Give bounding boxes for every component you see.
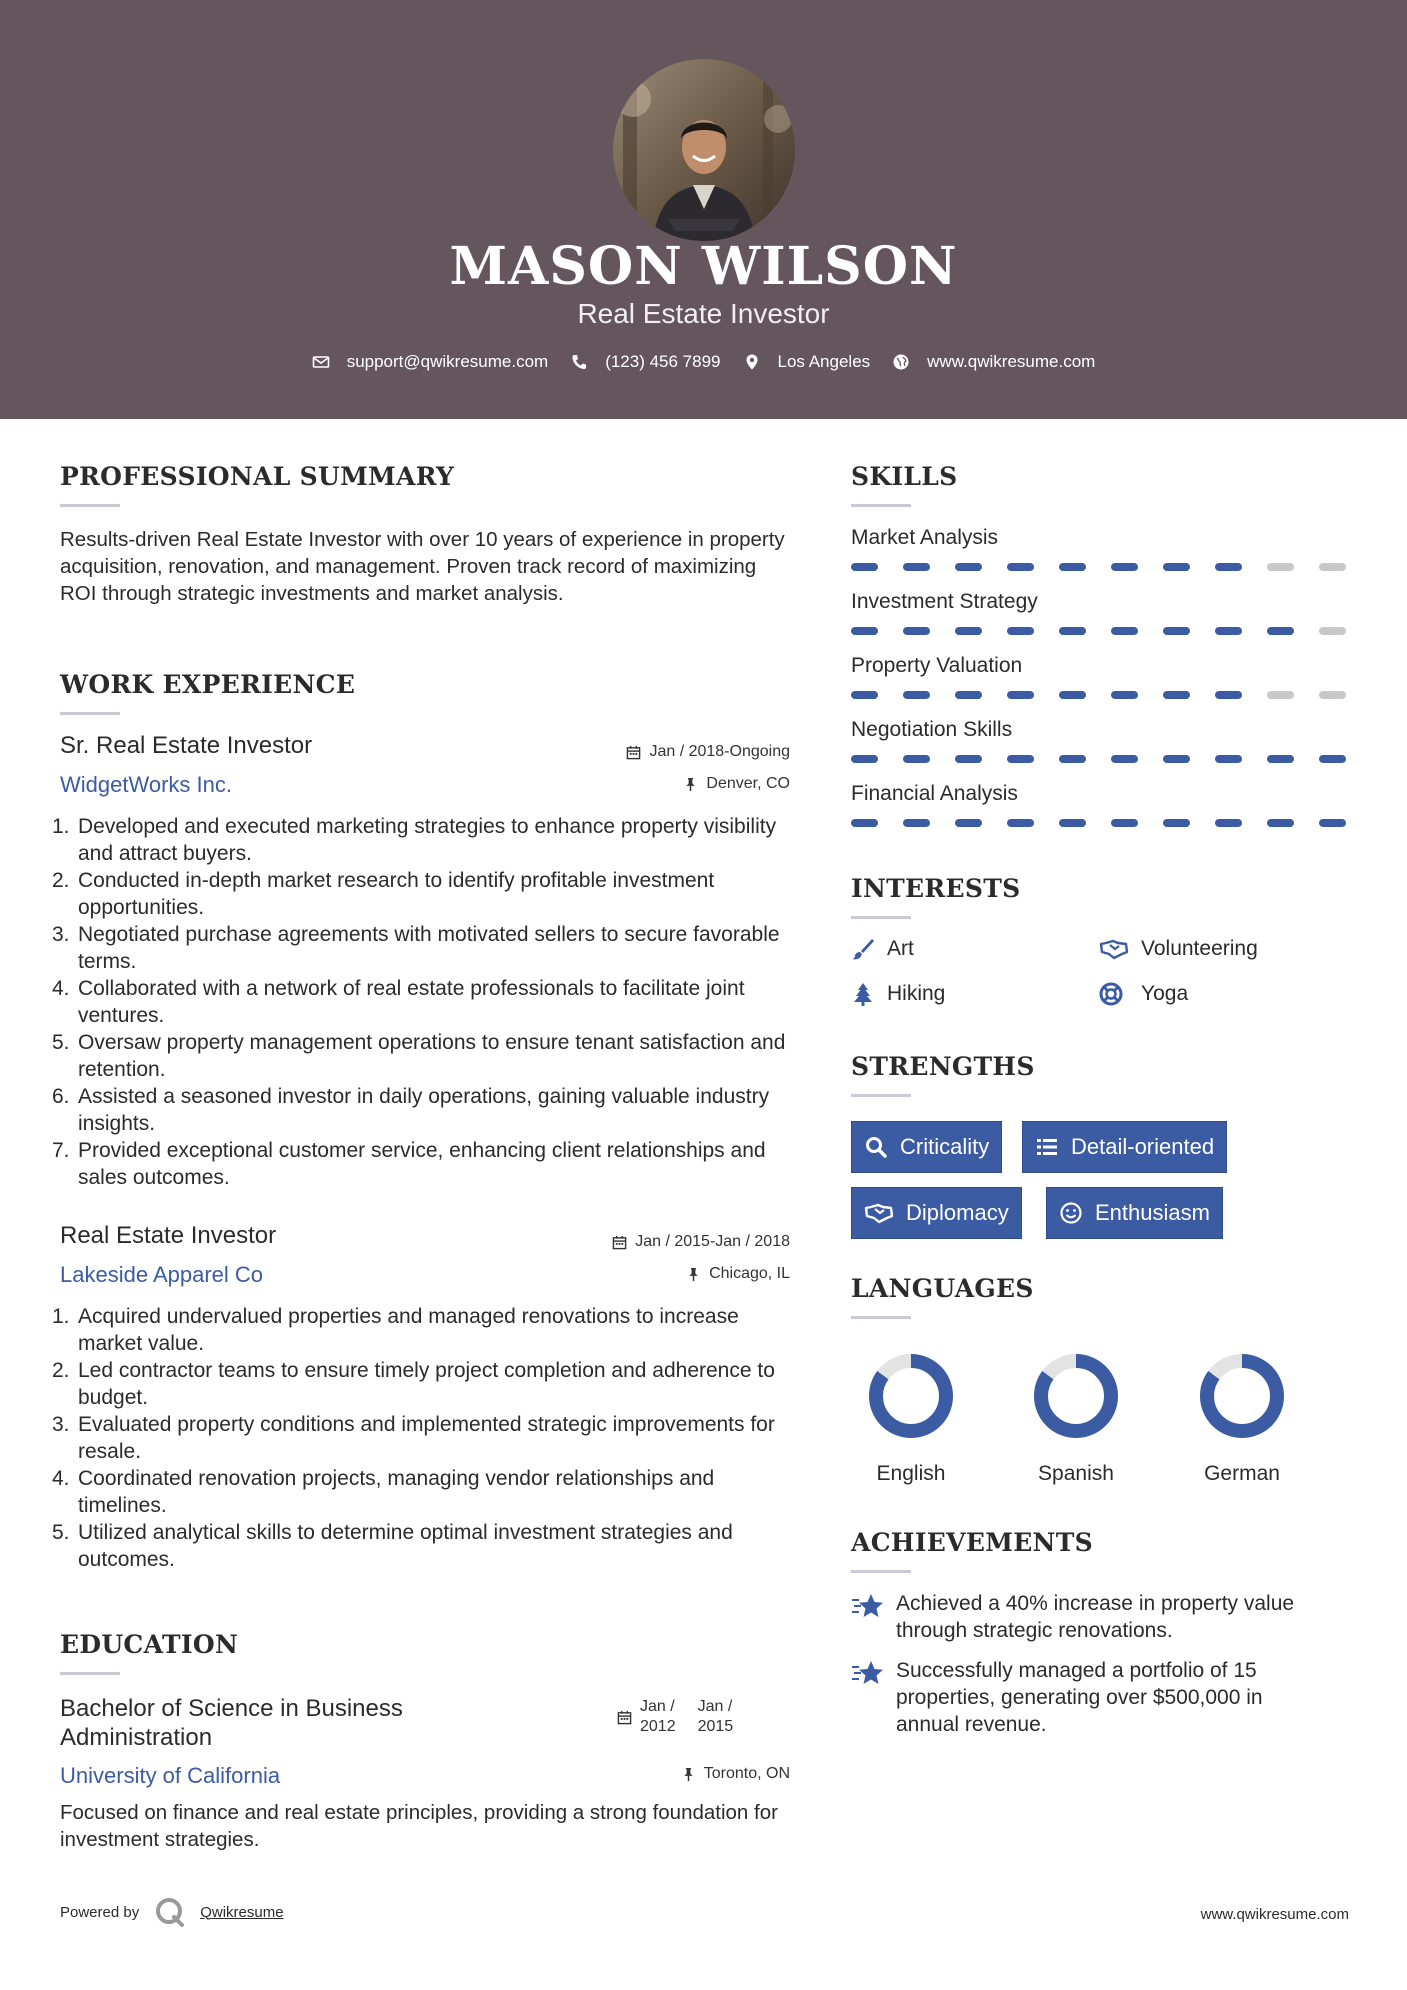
section-divider <box>851 1570 911 1573</box>
education-start: Jan / 2012 <box>640 1698 676 1735</box>
list-item: 2. Led contractor teams to ensure timely project completion and adherence to budget. <box>52 1359 775 1409</box>
handshake-icon <box>1099 937 1129 961</box>
skill-dot-filled <box>1163 627 1190 635</box>
list-item: 2. Conducted in-depth market research to identify profitable investment opportunities. <box>52 869 715 919</box>
skill-level-bar <box>851 563 1346 571</box>
skill-dot-filled <box>1111 691 1138 699</box>
qwikresume-link[interactable]: Qwikresume <box>200 1903 284 1921</box>
skill-dot-filled <box>955 819 982 827</box>
smile-icon <box>1059 1201 1083 1225</box>
calendar-icon <box>612 1235 627 1250</box>
achievement-item: Achieved a 40% increase in property value through strategic renovations. <box>851 1590 1361 1644</box>
list-item: 1. Acquired undervalued properties and managed renovations to increase market value. <box>52 1305 739 1355</box>
globe-icon <box>892 353 910 371</box>
list-item: 3. Negotiated purchase agreements with motivated sellers to secure favorable terms. <box>52 923 780 973</box>
skill-dot-filled <box>1111 627 1138 635</box>
skill-dot-filled <box>851 691 878 699</box>
strengths-heading: STRENGTHS <box>851 1052 1035 1081</box>
paint-brush-icon <box>851 937 875 961</box>
candidate-role: Real Estate Investor <box>577 298 830 329</box>
contact-location <box>743 352 871 372</box>
job-duties-list <box>52 1303 798 1573</box>
skill-dot-filled <box>903 563 930 571</box>
search-icon <box>864 1135 888 1159</box>
envelope-icon <box>312 353 330 371</box>
powered-by-label: Powered by <box>60 1903 140 1921</box>
summary-text: Results-driven Real Estate Investor with over 10 years of experience in property acquisition, renovation, and management. Proven track record of maximizing ROI through strategic investments and market analysis. <box>60 528 785 605</box>
strength-chip: Detail-oriented <box>1022 1121 1227 1173</box>
list-item: 5. Oversaw property management operations to ensure tenant satisfaction and retention. <box>52 1031 786 1081</box>
list-icon <box>1035 1135 1059 1159</box>
profile-photo <box>613 59 795 241</box>
contact-email-text: support@qwikresume.com <box>346 352 549 371</box>
job-title: Real Estate Investor <box>60 1222 277 1249</box>
interest-volunteering: Volunteering <box>1099 937 1258 961</box>
skill-dot-filled <box>1007 819 1034 827</box>
skill-dot-filled <box>851 755 878 763</box>
skill-dot-filled <box>1007 627 1034 635</box>
star-icon <box>851 1590 885 1624</box>
contact-website[interactable] <box>892 352 1095 372</box>
experience-heading: WORK EXPERIENCE <box>60 670 356 699</box>
job-dates <box>626 743 790 761</box>
strength-chip: Enthusiasm <box>1046 1187 1223 1239</box>
skill-dot-filled <box>1163 819 1190 827</box>
skill-dot-filled <box>1059 627 1086 635</box>
interests-heading: INTERESTS <box>851 874 1021 903</box>
skill-dot-filled <box>903 691 930 699</box>
skill-dot-filled <box>1267 755 1294 763</box>
degree-title: Bachelor of Science in Business Administration <box>60 1695 403 1751</box>
list-item: 7. Provided exceptional customer service, enhancing client relationships and sales outcomes. <box>52 1139 766 1189</box>
contact-location-text: Los Angeles <box>777 352 871 371</box>
list-item: 5. Utilized analytical skills to determine optimal investment strategies and outcomes. <box>52 1521 733 1571</box>
contact-bar <box>0 352 1407 372</box>
language-level-ring <box>1198 1352 1286 1440</box>
list-item: 6. Assisted a seasoned investor in daily operations, gaining valuable industry insights. <box>52 1085 770 1135</box>
summary-heading: PROFESSIONAL SUMMARY <box>60 462 455 491</box>
education-location-text: Toronto, ON <box>703 1765 790 1782</box>
skill-dot-empty <box>1267 691 1294 699</box>
skill-dot-empty <box>1319 627 1346 635</box>
contact-phone[interactable] <box>570 352 720 372</box>
job-dates-text: Jan / 2018-Ongoing <box>649 743 790 760</box>
skill-dot-filled <box>903 819 930 827</box>
contact-website-text: www.qwikresume.com <box>927 352 1096 371</box>
section-divider <box>60 1672 120 1675</box>
qwikresume-logo-icon <box>154 1896 186 1928</box>
skill-dot-empty <box>1319 563 1346 571</box>
job-dates-text: Jan / 2015-Jan / 2018 <box>635 1233 790 1250</box>
skill-dot-filled <box>851 563 878 571</box>
skill-dot-filled <box>1163 691 1190 699</box>
skill-dot-filled <box>1163 755 1190 763</box>
skill-name: Financial Analysis <box>851 782 1018 805</box>
skill-dot-filled <box>1215 755 1242 763</box>
job-location <box>686 1265 790 1283</box>
job-duties-list <box>52 813 798 1191</box>
company-name: Lakeside Apparel Co <box>60 1262 264 1287</box>
life-ring-icon <box>1099 982 1129 1006</box>
achievements-heading: ACHIEVEMENTS <box>851 1528 1093 1557</box>
resume-header <box>0 0 1407 419</box>
skill-name: Negotiation Skills <box>851 718 1013 741</box>
contact-email[interactable] <box>312 352 549 372</box>
skill-dot-filled <box>955 627 982 635</box>
phone-icon <box>570 353 588 371</box>
strength-chip: Diplomacy <box>851 1187 1022 1239</box>
skill-dot-filled <box>1059 755 1086 763</box>
skill-level-bar <box>851 691 1346 699</box>
education-end: Jan / 2015 <box>697 1698 734 1735</box>
skill-dot-filled <box>1007 691 1034 699</box>
pushpin-icon <box>683 777 698 792</box>
education-dates <box>617 1697 733 1737</box>
interest-hiking: Hiking <box>851 982 945 1006</box>
list-item: 4. Coordinated renovation projects, managing vendor relationships and timelines. <box>52 1467 715 1517</box>
job-location-text: Denver, CO <box>706 775 790 792</box>
skill-dot-filled <box>851 819 878 827</box>
skill-dot-filled <box>955 691 982 699</box>
skill-dot-filled <box>851 627 878 635</box>
skill-name: Property Valuation <box>851 654 1023 677</box>
education-description: Focused on finance and real estate principles, providing a strong foundation for investment strategies. <box>60 1801 778 1851</box>
skill-dot-filled <box>955 563 982 571</box>
candidate-name: MASON WILSON <box>449 236 958 297</box>
pushpin-icon <box>686 1267 701 1282</box>
skill-dot-filled <box>955 755 982 763</box>
skill-dot-filled <box>1163 563 1190 571</box>
skill-dot-filled <box>1059 691 1086 699</box>
section-divider <box>851 916 911 919</box>
job-dates <box>612 1233 790 1251</box>
section-divider <box>851 504 911 507</box>
skill-dot-filled <box>1215 819 1242 827</box>
skill-dot-filled <box>1111 755 1138 763</box>
company-name: WidgetWorks Inc. <box>60 772 232 797</box>
skill-dot-filled <box>1267 627 1294 635</box>
language-level-ring <box>1032 1352 1120 1440</box>
skill-level-bar <box>851 819 1346 827</box>
skill-dot-filled <box>1215 563 1242 571</box>
skill-dot-filled <box>1215 627 1242 635</box>
list-item: 4. Collaborated with a network of real estate professionals to facilitate joint ventures. <box>52 977 745 1027</box>
map-marker-icon <box>743 353 761 371</box>
language-item <box>1011 1352 1141 1486</box>
star-icon <box>851 1657 885 1691</box>
skill-level-bar <box>851 755 1346 763</box>
section-divider <box>851 1094 911 1097</box>
calendar-icon <box>617 1710 632 1725</box>
section-divider <box>60 504 120 507</box>
footer-powered-by <box>60 1896 284 1928</box>
skill-dot-empty <box>1319 691 1346 699</box>
skill-dot-filled <box>1059 819 1086 827</box>
tree-icon <box>851 982 875 1006</box>
job-location-text: Chicago, IL <box>709 1265 790 1282</box>
language-name: Spanish <box>1038 1462 1114 1485</box>
interest-art: Art <box>851 937 914 961</box>
languages-heading: LANGUAGES <box>851 1274 1034 1303</box>
skill-dot-filled <box>1319 819 1346 827</box>
skill-dot-filled <box>903 627 930 635</box>
skill-name: Market Analysis <box>851 526 999 549</box>
skill-dot-filled <box>1111 819 1138 827</box>
language-name: German <box>1204 1462 1280 1485</box>
list-item: 1. Developed and executed marketing strategies to enhance property visibility and attract buyers. <box>52 815 777 865</box>
pushpin-icon <box>681 1767 696 1782</box>
achievement-item: Successfully managed a portfolio of 15 properties, generating over $500,000 in annual revenue. <box>851 1657 1361 1738</box>
job-location <box>683 775 790 793</box>
footer-url[interactable]: www.qwikresume.com <box>1200 1906 1349 1923</box>
language-item <box>846 1352 976 1486</box>
skill-dot-filled <box>1111 563 1138 571</box>
skill-level-bar <box>851 627 1346 635</box>
skill-dot-filled <box>1319 755 1346 763</box>
calendar-icon <box>626 745 641 760</box>
language-name: English <box>876 1462 946 1485</box>
skill-dot-filled <box>1215 691 1242 699</box>
list-item: 3. Evaluated property conditions and implemented strategic improvements for resale. <box>52 1413 775 1463</box>
language-item <box>1177 1352 1307 1486</box>
language-level-ring <box>867 1352 955 1440</box>
handshake-icon <box>864 1201 894 1225</box>
section-divider <box>60 712 120 715</box>
skill-dot-filled <box>1007 563 1034 571</box>
job-title: Sr. Real Estate Investor <box>60 732 313 759</box>
skill-dot-empty <box>1267 563 1294 571</box>
strength-chip: Criticality <box>851 1121 1002 1173</box>
skill-dot-filled <box>903 755 930 763</box>
skill-dot-filled <box>1007 755 1034 763</box>
skills-heading: SKILLS <box>851 462 958 491</box>
interest-yoga: Yoga <box>1099 982 1188 1006</box>
skill-dot-filled <box>1267 819 1294 827</box>
skill-dot-filled <box>1059 563 1086 571</box>
contact-phone-text: (123) 456 7899 <box>605 352 721 371</box>
education-heading: EDUCATION <box>60 1630 239 1659</box>
school-name: University of California <box>60 1763 281 1788</box>
section-divider <box>851 1316 911 1319</box>
education-location <box>681 1765 790 1783</box>
skill-name: Investment Strategy <box>851 590 1038 613</box>
